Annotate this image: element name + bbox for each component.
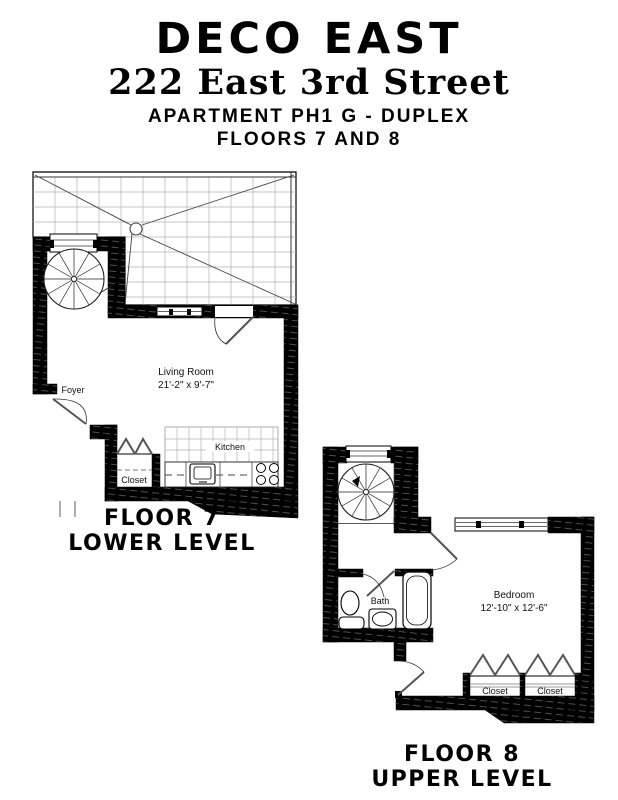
floor7-title-line2: LOWER LEVEL xyxy=(68,531,256,557)
foyer-label: Foyer xyxy=(61,385,85,395)
floor7-title-line1: FLOOR 7 xyxy=(103,506,221,531)
closet-right-label: Closet xyxy=(537,686,563,696)
spiral-staircase-icon xyxy=(44,249,113,309)
bath-sink-icon xyxy=(369,609,396,629)
living-room-dims: 21'-2" x 9'-7" xyxy=(158,380,214,391)
floor8-plan xyxy=(318,445,610,759)
floor8-title xyxy=(352,742,572,793)
bedroom-window xyxy=(455,518,548,531)
spiral-staircase-icon-floor8 xyxy=(338,463,395,524)
floor7-plan xyxy=(20,162,305,524)
closet-label-floor7: Closet xyxy=(121,475,147,485)
building-name: DECO EAST xyxy=(155,14,463,64)
stair-window-floor8 xyxy=(346,446,391,462)
floor7-title xyxy=(52,506,272,557)
bedroom-lower-door xyxy=(395,661,424,698)
kitchen-label: Kitchen xyxy=(214,442,246,452)
bedroom-dims: 12'-10" x 12'-6" xyxy=(480,603,548,614)
kitchen-area xyxy=(165,427,279,487)
bathtub-icon xyxy=(403,572,431,629)
bedroom-entry-door xyxy=(431,533,457,570)
terrace-door xyxy=(215,306,253,344)
foyer-entry-door xyxy=(53,399,86,424)
toilet-icon xyxy=(339,591,364,629)
bath-door xyxy=(363,571,394,597)
floors-line: FLOORS 7 AND 8 xyxy=(216,129,402,150)
terrace-drain-icon xyxy=(130,223,142,235)
living-room-label: Living Room xyxy=(158,367,214,378)
apartment-line: APARTMENT PH1 G - DUPLEX xyxy=(147,106,471,127)
closet-bifold-doors xyxy=(117,439,152,470)
floor8-title-line2: UPPER LEVEL xyxy=(371,767,553,793)
bath-label: Bath xyxy=(370,596,390,606)
closet-left-label: Closet xyxy=(482,686,508,696)
kitchen-sink-icon xyxy=(190,464,215,484)
exterior-step-wall-floor8 xyxy=(485,710,594,723)
bedroom-label: Bedroom xyxy=(493,590,535,601)
living-room-window xyxy=(157,307,202,316)
floor8-title-line1: FLOOR 8 xyxy=(403,742,521,767)
building-address: 222 East 3rd Street xyxy=(108,62,510,103)
